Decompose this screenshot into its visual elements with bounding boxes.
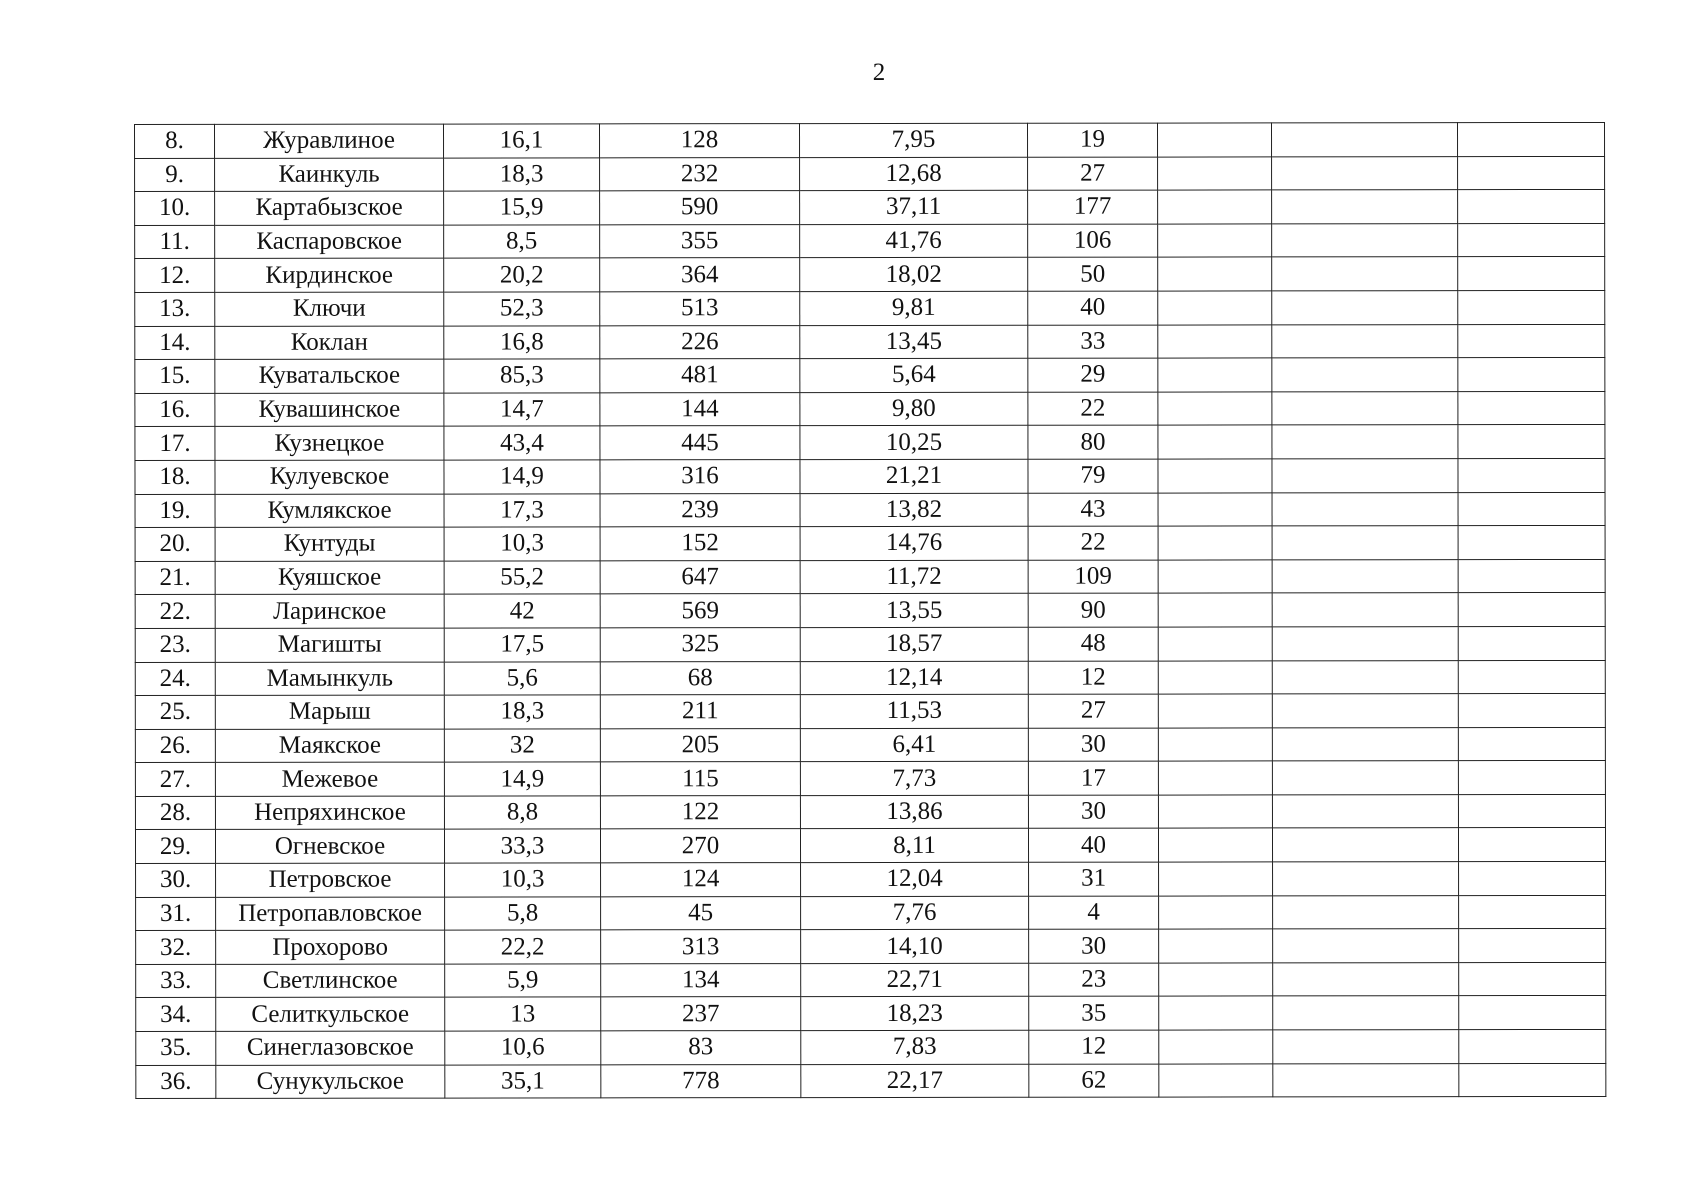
empty-cell <box>1158 324 1272 358</box>
settlement-name-cell: Прохорово <box>216 930 445 964</box>
table-body <box>135 122 1606 1098</box>
table-row <box>135 391 1605 427</box>
row-number-cell: 22. <box>135 595 215 629</box>
empty-cell <box>1273 895 1459 929</box>
value-column-1-cell: 10,3 <box>444 527 600 561</box>
value-column-2-cell: 226 <box>600 325 800 359</box>
empty-cell <box>1159 862 1273 896</box>
empty-cell <box>1273 1063 1459 1097</box>
value-column-3-cell: 13,45 <box>800 325 1028 359</box>
empty-cell <box>1459 962 1606 996</box>
value-column-1-cell: 8,8 <box>444 796 600 830</box>
table-row <box>135 122 1605 158</box>
empty-cell <box>1272 358 1458 392</box>
empty-cell <box>1158 157 1272 191</box>
settlement-name-cell: Марыш <box>215 695 444 729</box>
empty-cell <box>1458 425 1605 459</box>
empty-cell <box>1458 559 1605 593</box>
value-column-4-cell: 27 <box>1028 157 1158 191</box>
value-column-2-cell: 232 <box>600 157 800 191</box>
value-column-3-cell: 13,82 <box>800 493 1028 527</box>
value-column-4-cell: 12 <box>1029 1030 1159 1064</box>
empty-cell <box>1158 358 1272 392</box>
empty-cell <box>1158 291 1272 325</box>
value-column-3-cell: 6,41 <box>800 728 1028 762</box>
empty-cell <box>1458 492 1605 526</box>
row-number-cell: 33. <box>136 964 216 998</box>
value-column-2-cell: 239 <box>600 493 800 527</box>
value-column-4-cell: 177 <box>1028 190 1158 224</box>
row-number-cell: 27. <box>135 763 215 797</box>
value-column-1-cell: 15,9 <box>444 191 600 225</box>
settlement-name-cell: Непряхинское <box>215 796 444 830</box>
row-number-cell: 17. <box>135 427 215 461</box>
table-row <box>135 526 1605 562</box>
row-number-cell: 8. <box>135 124 215 158</box>
value-column-1-cell: 17,3 <box>444 493 600 527</box>
empty-cell <box>1458 761 1605 795</box>
settlement-name-cell: Селиткульское <box>216 998 445 1032</box>
settlement-name-cell: Сунукульское <box>216 1065 445 1099</box>
row-number-cell: 29. <box>135 830 215 864</box>
value-column-3-cell: 18,57 <box>800 627 1028 661</box>
empty-cell <box>1458 828 1605 862</box>
empty-cell <box>1273 929 1459 963</box>
value-column-3-cell: 37,11 <box>800 190 1028 224</box>
value-column-3-cell: 7,76 <box>801 896 1029 930</box>
empty-cell <box>1458 794 1605 828</box>
table-row <box>136 862 1606 898</box>
value-column-2-cell: 128 <box>600 124 800 158</box>
table-row <box>135 190 1605 226</box>
value-column-1-cell: 52,3 <box>444 292 600 326</box>
value-column-3-cell: 13,86 <box>800 795 1028 829</box>
row-number-cell: 24. <box>135 662 215 696</box>
value-column-1-cell: 42 <box>444 594 600 628</box>
empty-cell <box>1273 962 1459 996</box>
value-column-4-cell: 19 <box>1027 123 1157 157</box>
value-column-3-cell: 13,55 <box>800 594 1028 628</box>
value-column-4-cell: 40 <box>1028 829 1158 863</box>
value-column-2-cell: 144 <box>600 392 800 426</box>
empty-cell <box>1272 795 1458 829</box>
empty-cell <box>1458 727 1605 761</box>
settlement-name-cell: Картабызское <box>215 191 444 225</box>
empty-cell <box>1459 1029 1606 1063</box>
empty-cell <box>1272 627 1458 661</box>
row-number-cell: 13. <box>135 292 215 326</box>
value-column-1-cell: 35,1 <box>445 1064 601 1098</box>
value-column-2-cell: 134 <box>601 963 801 997</box>
row-number-cell: 21. <box>135 561 215 595</box>
settlement-name-cell: Кулуевское <box>215 460 444 494</box>
empty-cell <box>1272 492 1458 526</box>
empty-cell <box>1272 223 1458 257</box>
value-column-2-cell: 237 <box>601 997 801 1031</box>
settlement-name-cell: Маякское <box>215 729 444 763</box>
row-number-cell: 36. <box>136 1065 216 1099</box>
value-column-3-cell: 7,95 <box>800 123 1028 157</box>
value-column-1-cell: 14,7 <box>444 393 600 427</box>
empty-cell <box>1159 1064 1273 1098</box>
settlement-name-cell: Каинкуль <box>215 158 444 192</box>
empty-cell <box>1458 257 1605 291</box>
value-column-4-cell: 50 <box>1028 257 1158 291</box>
empty-cell <box>1158 795 1272 829</box>
settlement-name-cell: Кирдинское <box>215 258 444 292</box>
value-column-4-cell: 22 <box>1028 392 1158 426</box>
row-number-cell: 15. <box>135 360 215 394</box>
value-column-3-cell: 14,76 <box>800 526 1028 560</box>
table-row <box>136 962 1606 998</box>
value-column-2-cell: 481 <box>600 359 800 393</box>
empty-cell <box>1158 593 1272 627</box>
value-column-4-cell: 12 <box>1028 661 1158 695</box>
value-column-3-cell: 9,81 <box>800 291 1028 325</box>
value-column-3-cell: 22,71 <box>801 963 1029 997</box>
row-number-cell: 19. <box>135 494 215 528</box>
empty-cell <box>1459 929 1606 963</box>
row-number-cell: 11. <box>135 225 215 259</box>
value-column-3-cell: 10,25 <box>800 426 1028 460</box>
empty-cell <box>1458 626 1605 660</box>
value-column-1-cell: 33,3 <box>444 829 600 863</box>
empty-cell <box>1272 526 1458 560</box>
row-number-cell: 14. <box>135 326 215 360</box>
empty-cell <box>1158 526 1272 560</box>
value-column-1-cell: 18,3 <box>444 695 600 729</box>
value-column-4-cell: 23 <box>1029 963 1159 997</box>
value-column-3-cell: 7,83 <box>801 1030 1029 1064</box>
value-column-1-cell: 5,9 <box>445 964 601 998</box>
empty-cell <box>1272 559 1458 593</box>
value-column-4-cell: 90 <box>1028 593 1158 627</box>
value-column-1-cell: 85,3 <box>444 359 600 393</box>
row-number-cell: 10. <box>135 192 215 226</box>
empty-cell <box>1159 1030 1273 1064</box>
settlements-table <box>134 122 1606 1099</box>
empty-cell <box>1458 526 1605 560</box>
value-column-2-cell: 316 <box>600 460 800 494</box>
row-number-cell: 34. <box>136 998 216 1032</box>
value-column-4-cell: 79 <box>1028 459 1158 493</box>
row-number-cell: 32. <box>136 931 216 965</box>
value-column-3-cell: 11,72 <box>800 560 1028 594</box>
value-column-1-cell: 16,8 <box>444 325 600 359</box>
empty-cell <box>1272 257 1458 291</box>
table-row <box>136 1029 1606 1065</box>
row-number-cell: 30. <box>136 863 216 897</box>
value-column-1-cell: 17,5 <box>444 628 600 662</box>
value-column-1-cell: 8,5 <box>444 225 600 259</box>
table-row <box>135 761 1605 797</box>
table-row <box>135 660 1605 696</box>
empty-cell <box>1158 459 1272 493</box>
empty-cell <box>1158 190 1272 224</box>
table-row <box>136 929 1606 965</box>
value-column-2-cell: 325 <box>600 627 800 661</box>
value-column-1-cell: 14,9 <box>444 762 600 796</box>
value-column-3-cell: 7,73 <box>800 762 1028 796</box>
value-column-4-cell: 17 <box>1028 761 1158 795</box>
settlement-name-cell: Кувашинское <box>215 393 444 427</box>
value-column-2-cell: 569 <box>600 594 800 628</box>
empty-cell <box>1457 122 1604 156</box>
value-column-2-cell: 647 <box>600 560 800 594</box>
settlement-name-cell: Петропавловское <box>216 897 445 931</box>
row-number-cell: 9. <box>135 158 215 192</box>
value-column-2-cell: 270 <box>600 829 800 863</box>
empty-cell <box>1272 425 1458 459</box>
empty-cell <box>1158 627 1272 661</box>
value-column-2-cell: 364 <box>600 258 800 292</box>
value-column-2-cell: 513 <box>600 292 800 326</box>
empty-cell <box>1458 593 1605 627</box>
empty-cell <box>1458 156 1605 190</box>
value-column-2-cell: 68 <box>600 661 800 695</box>
value-column-3-cell: 8,11 <box>800 829 1028 863</box>
value-column-4-cell: 109 <box>1028 560 1158 594</box>
value-column-1-cell: 43,4 <box>444 426 600 460</box>
empty-cell <box>1158 660 1272 694</box>
value-column-2-cell: 355 <box>600 224 800 258</box>
value-column-2-cell: 124 <box>601 863 801 897</box>
value-column-3-cell: 12,14 <box>800 661 1028 695</box>
empty-cell <box>1158 425 1272 459</box>
value-column-2-cell: 445 <box>600 426 800 460</box>
empty-cell <box>1273 996 1459 1030</box>
table-row <box>136 1063 1606 1099</box>
empty-cell <box>1159 896 1273 930</box>
value-column-2-cell: 205 <box>600 728 800 762</box>
empty-cell <box>1158 560 1272 594</box>
value-column-3-cell: 12,68 <box>800 157 1028 191</box>
value-column-3-cell: 5,64 <box>800 358 1028 392</box>
empty-cell <box>1273 862 1459 896</box>
row-number-cell: 26. <box>135 729 215 763</box>
value-column-4-cell: 43 <box>1028 493 1158 527</box>
value-column-1-cell: 55,2 <box>444 561 600 595</box>
value-column-2-cell: 590 <box>600 191 800 225</box>
settlement-name-cell: Ключи <box>215 292 444 326</box>
value-column-4-cell: 48 <box>1028 627 1158 661</box>
empty-cell <box>1272 291 1458 325</box>
empty-cell <box>1458 324 1605 358</box>
table-row <box>135 358 1605 394</box>
value-column-1-cell: 13 <box>445 997 601 1031</box>
empty-cell <box>1272 694 1458 728</box>
empty-cell <box>1272 593 1458 627</box>
empty-cell <box>1458 660 1605 694</box>
value-column-1-cell: 16,1 <box>444 124 600 158</box>
table-row <box>136 895 1606 931</box>
table-row <box>135 727 1605 763</box>
empty-cell <box>1159 963 1273 997</box>
empty-cell <box>1158 761 1272 795</box>
value-column-1-cell: 32 <box>444 729 600 763</box>
table-row <box>135 828 1605 864</box>
empty-cell <box>1273 1030 1459 1064</box>
table-row <box>135 257 1605 293</box>
settlement-name-cell: Кунтуды <box>215 527 444 561</box>
empty-cell <box>1272 828 1458 862</box>
value-column-2-cell: 122 <box>600 795 800 829</box>
value-column-3-cell: 12,04 <box>801 862 1029 896</box>
value-column-4-cell: 33 <box>1028 325 1158 359</box>
value-column-2-cell: 152 <box>600 527 800 561</box>
settlement-name-cell: Кузнецкое <box>215 426 444 460</box>
empty-cell <box>1272 324 1458 358</box>
table-row <box>136 996 1606 1032</box>
value-column-4-cell: 106 <box>1028 224 1158 258</box>
row-number-cell: 12. <box>135 259 215 293</box>
empty-cell <box>1158 392 1272 426</box>
settlement-name-cell: Мамынкуль <box>215 662 444 696</box>
value-column-1-cell: 10,3 <box>445 863 601 897</box>
empty-cell <box>1458 358 1605 392</box>
empty-cell <box>1458 458 1605 492</box>
empty-cell <box>1158 224 1272 258</box>
settlement-name-cell: Межевое <box>215 762 444 796</box>
value-column-2-cell: 778 <box>601 1064 801 1098</box>
settlement-name-cell: Синеглазовское <box>216 1031 445 1065</box>
settlement-name-cell: Куяшское <box>215 561 444 595</box>
empty-cell <box>1159 929 1273 963</box>
empty-cell <box>1272 727 1458 761</box>
empty-cell <box>1159 996 1273 1030</box>
value-column-4-cell: 22 <box>1028 526 1158 560</box>
settlement-name-cell: Огневское <box>215 830 444 864</box>
table-row <box>135 593 1605 629</box>
row-number-cell: 31. <box>136 897 216 931</box>
empty-cell <box>1272 391 1458 425</box>
table-row <box>135 458 1605 494</box>
settlement-name-cell: Магишты <box>215 628 444 662</box>
empty-cell <box>1272 156 1458 190</box>
empty-cell <box>1158 694 1272 728</box>
row-number-cell: 16. <box>135 393 215 427</box>
empty-cell <box>1459 895 1606 929</box>
value-column-2-cell: 45 <box>601 896 801 930</box>
table-row <box>135 492 1605 528</box>
empty-cell <box>1272 660 1458 694</box>
value-column-1-cell: 14,9 <box>444 460 600 494</box>
empty-cell <box>1272 459 1458 493</box>
value-column-4-cell: 35 <box>1029 997 1159 1031</box>
empty-cell <box>1458 694 1605 728</box>
empty-cell <box>1272 761 1458 795</box>
value-column-2-cell: 313 <box>601 930 801 964</box>
page-number: 2 <box>872 59 886 86</box>
empty-cell <box>1158 257 1272 291</box>
value-column-3-cell: 18,23 <box>801 997 1029 1031</box>
value-column-4-cell: 30 <box>1028 795 1158 829</box>
value-column-4-cell: 40 <box>1028 291 1158 325</box>
table-row <box>135 223 1605 259</box>
table-row <box>135 626 1605 662</box>
value-column-2-cell: 211 <box>600 695 800 729</box>
table-row <box>135 794 1605 830</box>
row-number-cell: 35. <box>136 1031 216 1065</box>
empty-cell <box>1157 123 1271 157</box>
row-number-cell: 23. <box>135 628 215 662</box>
empty-cell <box>1459 996 1606 1030</box>
empty-cell <box>1458 190 1605 224</box>
table-row <box>135 559 1605 595</box>
value-column-4-cell: 30 <box>1028 728 1158 762</box>
empty-cell <box>1458 290 1605 324</box>
settlement-name-cell: Коклан <box>215 326 444 360</box>
value-column-3-cell: 21,21 <box>800 459 1028 493</box>
value-column-3-cell: 41,76 <box>800 224 1028 258</box>
settlement-name-cell: Ларинское <box>215 594 444 628</box>
settlement-name-cell: Кумлякское <box>215 494 444 528</box>
empty-cell <box>1272 190 1458 224</box>
table-row <box>135 156 1605 192</box>
value-column-3-cell: 22,17 <box>801 1064 1029 1098</box>
value-column-1-cell: 18,3 <box>444 157 600 191</box>
settlement-name-cell: Журавлиное <box>215 124 444 158</box>
empty-cell <box>1271 123 1457 157</box>
value-column-4-cell: 31 <box>1029 862 1159 896</box>
empty-cell <box>1158 492 1272 526</box>
row-number-cell: 28. <box>135 796 215 830</box>
value-column-4-cell: 62 <box>1029 1064 1159 1098</box>
value-column-4-cell: 80 <box>1028 425 1158 459</box>
value-column-1-cell: 5,8 <box>445 897 601 931</box>
value-column-3-cell: 18,02 <box>800 258 1028 292</box>
settlement-name-cell: Каспаровское <box>215 225 444 259</box>
value-column-1-cell: 22,2 <box>445 930 601 964</box>
value-column-3-cell: 9,80 <box>800 392 1028 426</box>
table-row <box>135 694 1605 730</box>
empty-cell <box>1458 391 1605 425</box>
value-column-2-cell: 83 <box>601 1031 801 1065</box>
empty-cell <box>1459 862 1606 896</box>
table-row <box>135 324 1605 360</box>
value-column-4-cell: 30 <box>1029 929 1159 963</box>
empty-cell <box>1459 1063 1606 1097</box>
value-column-1-cell: 10,6 <box>445 1031 601 1065</box>
row-number-cell: 20. <box>135 528 215 562</box>
value-column-1-cell: 20,2 <box>444 258 600 292</box>
settlement-name-cell: Светлинское <box>216 964 445 998</box>
value-column-4-cell: 4 <box>1029 896 1159 930</box>
value-column-2-cell: 115 <box>600 762 800 796</box>
value-column-3-cell: 11,53 <box>800 694 1028 728</box>
value-column-4-cell: 29 <box>1028 358 1158 392</box>
row-number-cell: 18. <box>135 460 215 494</box>
table-row <box>135 425 1605 461</box>
value-column-4-cell: 27 <box>1028 694 1158 728</box>
settlement-name-cell: Куватальское <box>215 359 444 393</box>
empty-cell <box>1158 728 1272 762</box>
empty-cell <box>1158 828 1272 862</box>
table-row <box>135 290 1605 326</box>
row-number-cell: 25. <box>135 695 215 729</box>
value-column-3-cell: 14,10 <box>801 930 1029 964</box>
settlement-name-cell: Петровское <box>216 863 445 897</box>
empty-cell <box>1458 223 1605 257</box>
value-column-1-cell: 5,6 <box>444 661 600 695</box>
